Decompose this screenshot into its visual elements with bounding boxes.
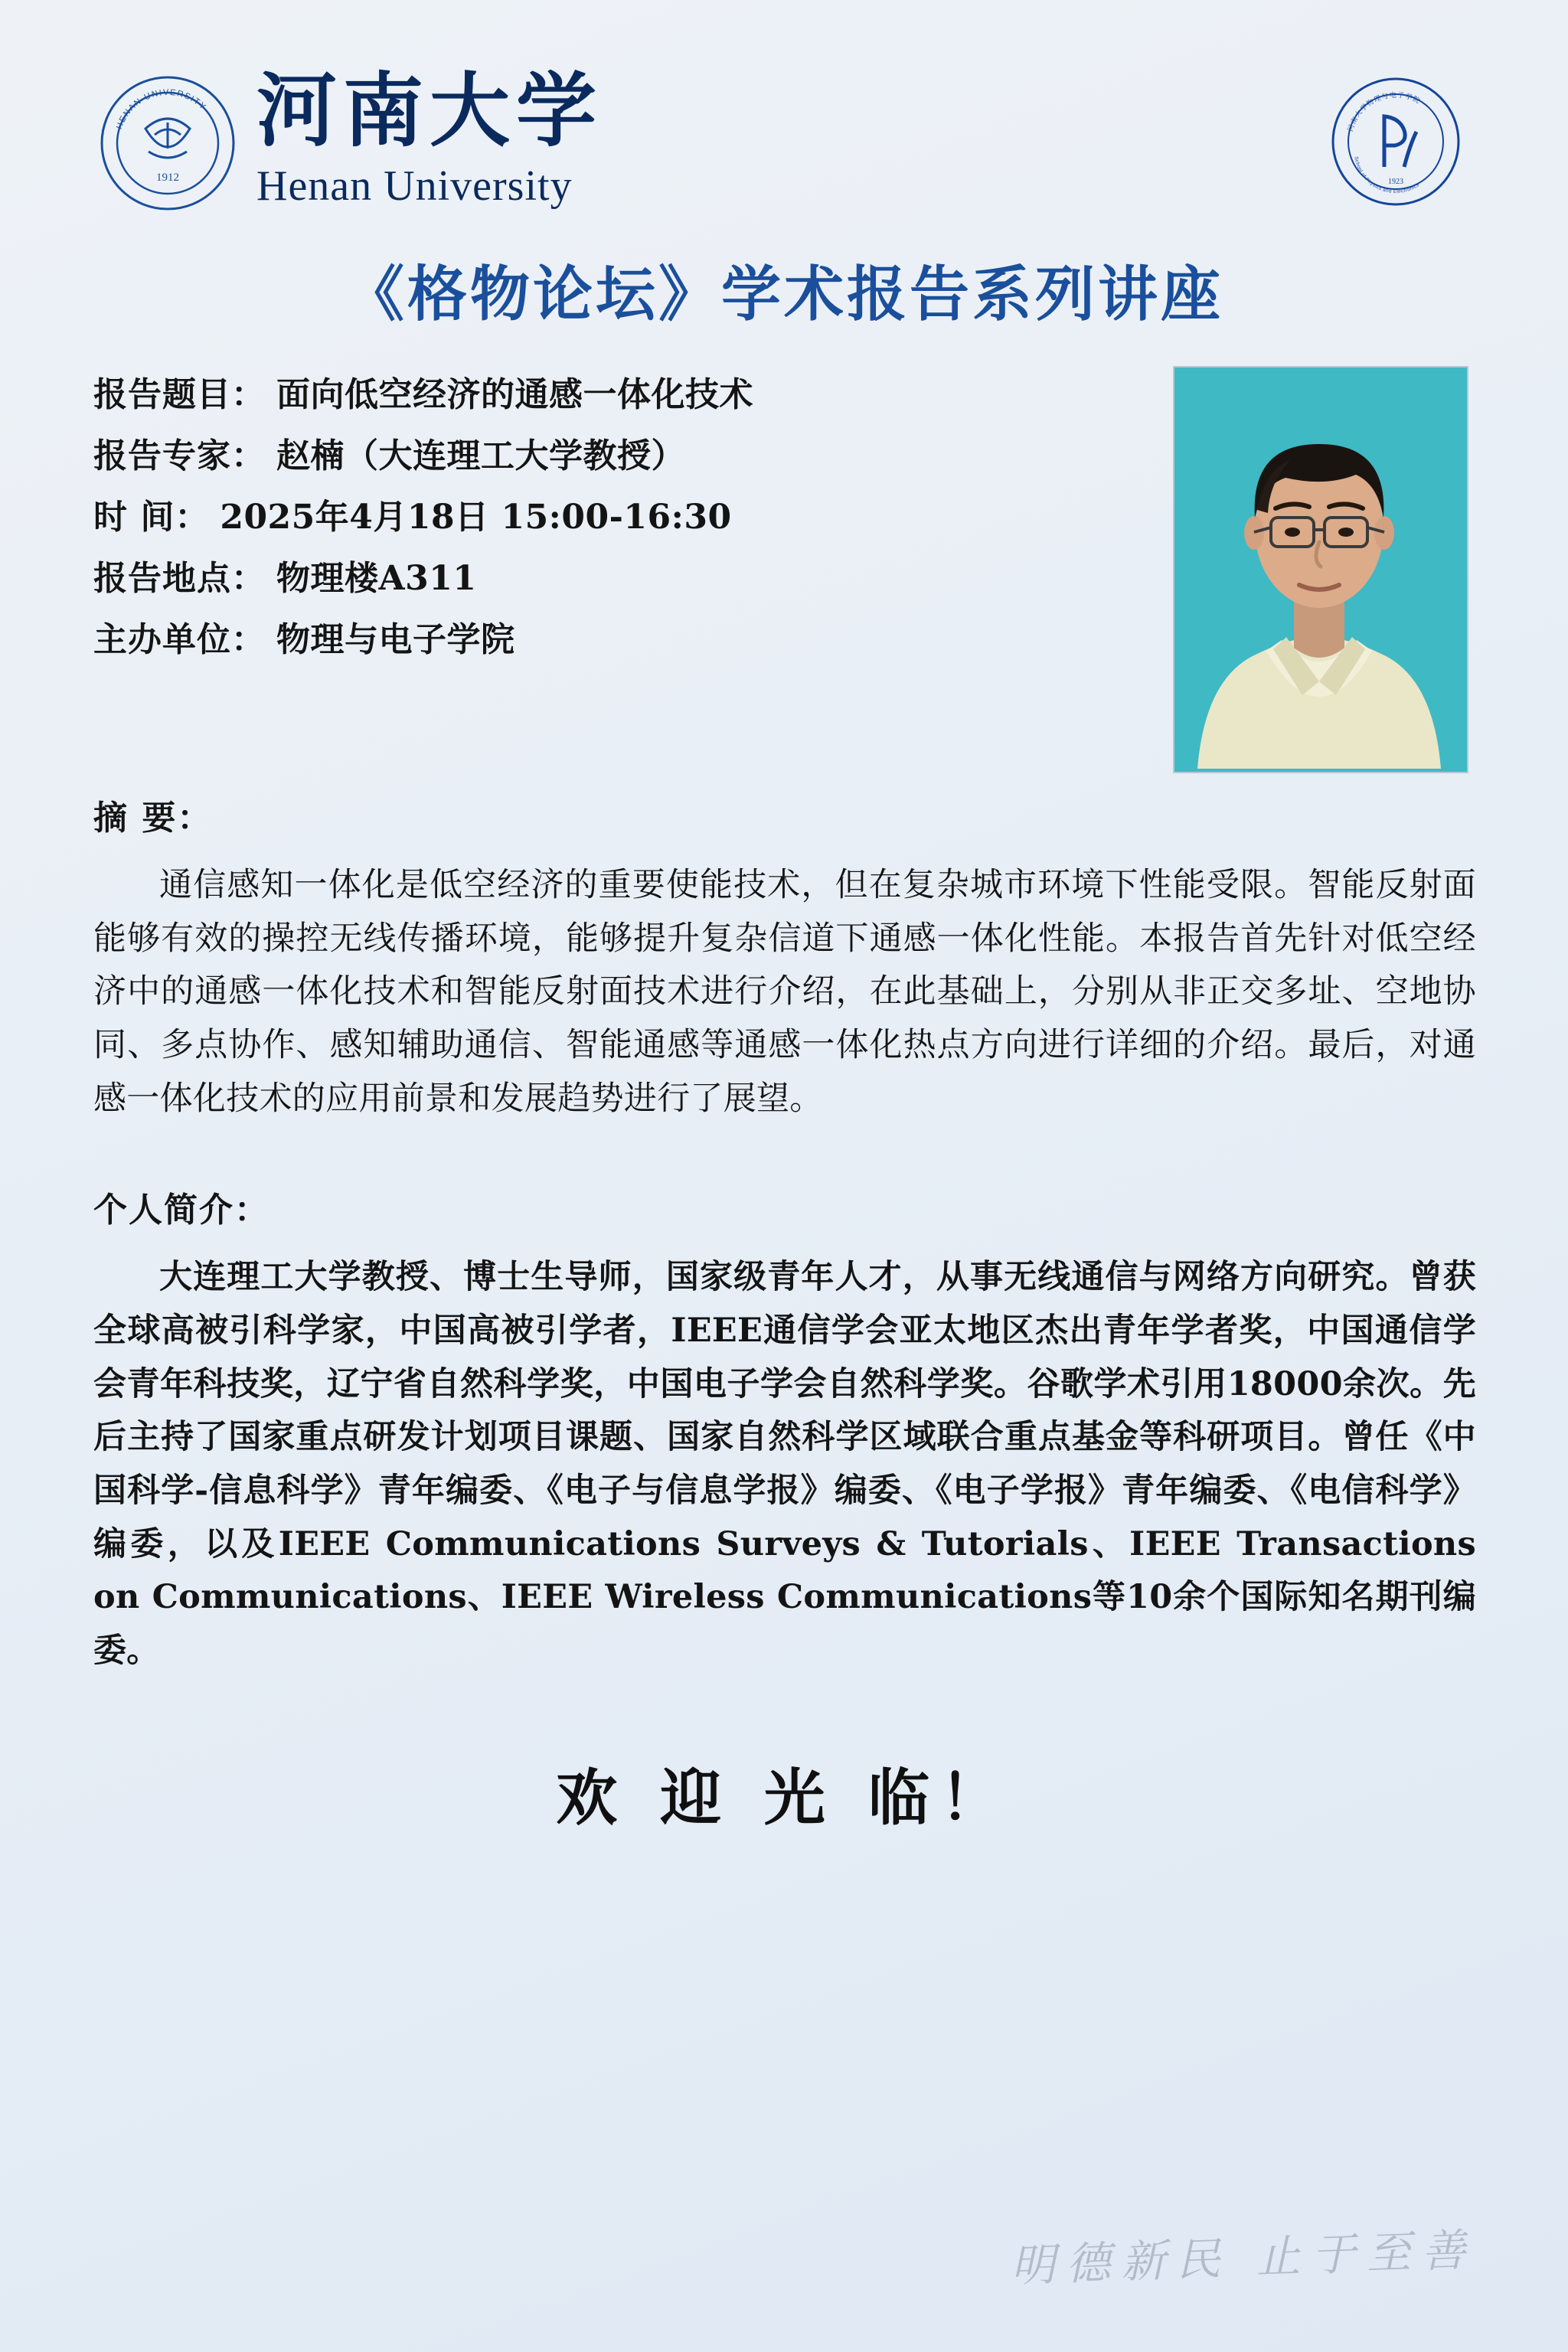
university-name-en: Henan University <box>256 162 573 210</box>
info-label-speaker: 报告专家： <box>93 436 266 475</box>
event-info-list <box>84 366 1081 657</box>
info-row-location <box>93 559 1081 598</box>
page-title: 《格物论坛》学术报告系列讲座 <box>344 260 1223 329</box>
info-value-organizer: 物理与电子学院 <box>276 620 515 659</box>
bio-text: 大连理工大学教授、博士生导师，国家级青年人才，从事无线通信与网络方向研究。曾获全球高被引科学家，中国高被引学者，IEEE通信学会亚太地区杰出青年学者奖，中国通信学会青年科技奖，辽宁省自然科学奖，中国电子学会自然科学奖。谷歌学术引用18000余次。先后主持了国家重点研发计划项目课题、国家自然科学区域联合重点基金等科研项目。曾任《中国科学-信息科学》青年编委、《电子与信息学报》编委、《电子学报》青年编委、《电信科学》编委，以及IEEE Communications Surveys & Tutorials、IEEE Transactions on Communications、IEEE Wireless Communications等10余个国际知名期刊编委。 <box>93 1258 1476 1670</box>
motto-watermark: 明德新民 止于至善 <box>1009 2223 1478 2292</box>
info-label-location: 报告地点： <box>93 559 266 598</box>
event-info-section <box>84 366 1484 779</box>
abstract-text: 通信感知一体化是低空经济的重要使能技术，但在复杂城市环境下性能受限。智能反射面能够有效的操控无线传播环境，能够提升复杂信道下通感一体化性能。本报告首先针对低空经济中的通感一体化技术和智能反射面技术进行介绍，在此基础上，分别从非正交多址、空地协同、多点协作、感知辅助通信、智能通感等通感一体化热点方向进行详细的介绍。最后，对通感一体化技术的应用前景和发展趋势进行了展望。 <box>93 866 1476 1118</box>
abstract-section <box>84 790 1484 1125</box>
info-value-topic: 面向低空经济的通感一体化技术 <box>276 375 753 414</box>
abstract-heading: 摘 要： <box>93 799 213 838</box>
info-label-time: 时 间： <box>93 498 210 537</box>
svg-text:School of Physics and Electron: School of Physics and Electronics <box>1353 155 1421 195</box>
henan-university-seal-icon <box>100 75 236 211</box>
info-row-speaker <box>93 436 1081 475</box>
info-row-time <box>93 498 1081 537</box>
info-row-topic <box>93 375 1081 414</box>
info-value-speaker: 赵楠（大连理工大学教授） <box>276 436 685 475</box>
poster-header <box>84 54 1484 230</box>
info-row-organizer <box>93 620 1081 659</box>
bio-heading: 个人简介： <box>93 1191 270 1230</box>
physics-electronics-college-seal-icon <box>1331 77 1461 207</box>
university-name-cn: 河南大学 <box>256 63 603 158</box>
svg-text:1912: 1912 <box>156 172 179 184</box>
speaker-portrait <box>1173 366 1468 773</box>
svg-text:HENAN UNIVERSITY: HENAN UNIVERSITY <box>114 87 208 131</box>
university-name-block <box>256 63 603 210</box>
info-label-organizer: 主办单位： <box>93 620 266 659</box>
bio-section <box>84 1182 1484 1677</box>
info-value-location: 物理楼A311 <box>276 559 477 598</box>
info-label-topic: 报告题目： <box>93 375 266 414</box>
svg-text:1923: 1923 <box>1388 178 1403 186</box>
info-value-time: 2025年4月18日 15:00-16:30 <box>220 498 732 537</box>
welcome-text: 欢 迎 光 临！ <box>556 1761 1012 1834</box>
svg-text:河南大学物理与电子学院: 河南大学物理与电子学院 <box>1347 91 1422 133</box>
